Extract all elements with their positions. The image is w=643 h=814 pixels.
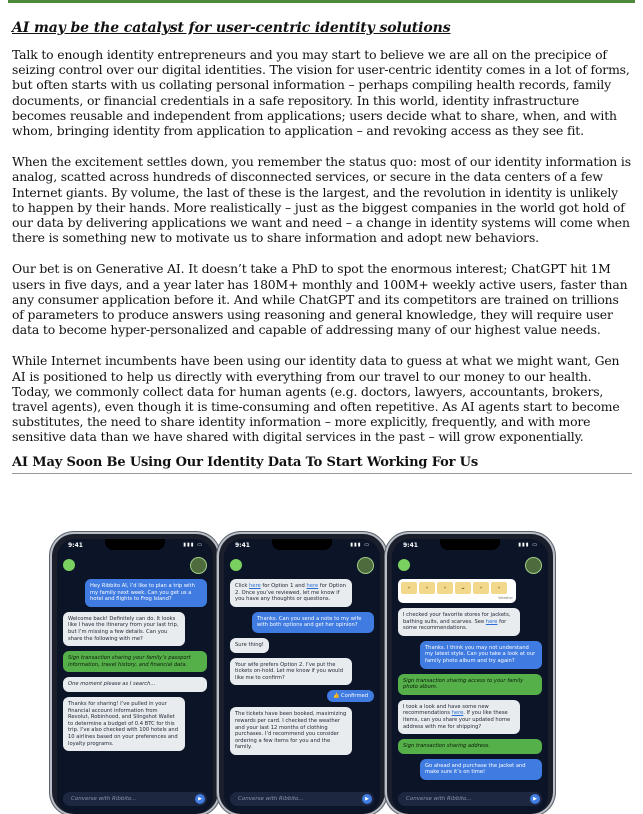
chat-messages bbox=[230, 579, 374, 760]
status-time: 9:41 bbox=[403, 542, 418, 549]
send-icon[interactable]: ▶ bbox=[530, 794, 540, 804]
assistant-message bbox=[398, 608, 520, 636]
paragraph-3: Our bet is on Generative AI. It doesn’t take a PhD to spot the enormous interest; ChatGPT hit 1M users in five days, and a year later has 180M+ monthly and 100M+ weekly active users, faster than any consumer application before it. And while ChatGPT and its competitors are trained on trillions of parameters to produce answers using reasoning and general knowledge, they will require user data to become hyper-personalized and capable of addressing many of our highest value needs. bbox=[12, 261, 628, 338]
chat-input[interactable] bbox=[398, 792, 542, 806]
document-body bbox=[12, 20, 632, 474]
user-message: Thanks. Can you send a note to my wife with both options and get her opinion? bbox=[252, 612, 374, 633]
status-bar bbox=[68, 542, 203, 552]
paragraph-2: When the excitement settles down, you remember the status quo: most of our identity information is analog, scatted across hundreds of disconnected services, or secure in the data centers of a few Internet giants. By volume, the last of these is the largest, and the revolution in identity is unlikely to happen by their hands. More realistically – just as the biggest companies in the world got hold of our data by delivering applications we want and need – a change in identity systems will come when there is something new to motivate us to share information and adopt new behaviors. bbox=[12, 154, 631, 246]
phone-mockup-3 bbox=[387, 534, 553, 814]
signal-battery-icon: ▮▮▮ ▭ bbox=[518, 542, 538, 548]
weather-sun-icon: ☀ bbox=[419, 582, 435, 594]
weather-caption: Weather bbox=[498, 596, 513, 600]
send-icon[interactable]: ▶ bbox=[362, 794, 372, 804]
option-1-link[interactable]: here bbox=[249, 583, 261, 589]
user-avatar[interactable] bbox=[190, 557, 207, 574]
message-text: for Option 1 and bbox=[260, 583, 307, 589]
status-time: 9:41 bbox=[235, 542, 250, 549]
message-text: I checked your favorite stores for jackets, bathing suits, and scarves. See bbox=[403, 612, 511, 625]
weather-sun-icon: ☀ bbox=[401, 582, 417, 594]
sign-transaction-button[interactable]: Sign transaction sharing address. bbox=[398, 739, 542, 754]
top-accent-line bbox=[8, 0, 635, 3]
message-text: for some recommendations. bbox=[403, 618, 507, 632]
status-bar bbox=[235, 542, 370, 552]
chat-header bbox=[230, 555, 374, 577]
chat-input-placeholder: Converse with Ribbito... bbox=[238, 795, 304, 802]
phone-screen-1 bbox=[57, 539, 213, 814]
new-recommendations-link[interactable]: here bbox=[451, 710, 464, 717]
assistant-message bbox=[398, 700, 520, 734]
assistant-message: Welcome back! Definitely can do. It looks like I have the itinerary from your last trip, but I’m missing a few details. Can you share the following with me? bbox=[63, 612, 185, 646]
signal-battery-icon: ▮▮▮ ▭ bbox=[183, 542, 203, 548]
chat-input[interactable] bbox=[230, 792, 374, 806]
paragraph-1: Talk to enough identity entrepreneurs and you may start to believe we are all on the precipice of seizing control over our digital identities. The vision for user-centric identity comes in a lot of forms, but often starts with us collating personal information – perhaps compiling health records, family documents, or financial credentials in a safe repository. In this world, identity infrastructure becomes reusable and independent from applications; users decide what to share, when, and with whom, bringing identity from application to application – and revoking access as they see fit. bbox=[12, 47, 630, 139]
chat-header bbox=[398, 555, 542, 577]
article-heading: AI may be the catalyst for user-centric identity solutions bbox=[12, 20, 451, 36]
assistant-message: Thanks for sharing! I’ve pulled in your financial account information from Revolut, Robinhood, and Slingshot Wallet to determine a budget of 0.4 BTC for this trip. I’ve also checked with 100 hotels and 10 airlines based on your preferences and loyalty programs. bbox=[63, 697, 185, 751]
status-bar bbox=[403, 542, 538, 552]
status-time: 9:41 bbox=[68, 542, 83, 549]
assistant-message bbox=[230, 579, 352, 607]
sign-transaction-button[interactable]: Sign transaction sharing access to your family photo album. bbox=[398, 674, 542, 695]
user-message: Go ahead and purchase the jacket and make sure it’s on time! bbox=[420, 759, 542, 780]
message-text: for Option 2. Once you’ve reviewed, let me know if you have any thoughts or questions. bbox=[235, 583, 346, 603]
chat-input-placeholder: Converse with Ribbito... bbox=[406, 795, 472, 802]
confirmed-message: 👍 Confirmed bbox=[327, 690, 374, 702]
frog-logo-icon[interactable] bbox=[230, 559, 242, 571]
recommendations-link[interactable]: here bbox=[485, 618, 498, 625]
phone-screen-3 bbox=[392, 539, 548, 814]
phone-mockup-1 bbox=[52, 534, 218, 814]
paragraph-4: While Internet incumbents have been using our identity data to guess at what we might want, Gen AI is positioned to help us directly with everything from our travel to our money to our health. Today, we commonly collect data for human agents (e.g. doctors, lawyers, accountants, brokers, travel agents), even though it is time-consuming and often repetitive. As AI agents start to become substitutes, the need to share identity information – more explicitly, frequently, and with more sensitive data than we have shared with digital services in the past – will grow exponentially. bbox=[12, 353, 620, 445]
signal-battery-icon: ▮▮▮ ▭ bbox=[350, 542, 370, 548]
phone-mockup-2 bbox=[219, 534, 385, 814]
section-subheading: AI May Soon Be Using Our Identity Data To Start Working For Us bbox=[12, 454, 479, 470]
user-message: Thanks. I think you may not understand my latest style. Can you take a look at our family photo album and try again? bbox=[420, 641, 542, 669]
option-2-link[interactable]: here bbox=[306, 583, 319, 589]
send-icon[interactable]: ▶ bbox=[195, 794, 205, 804]
sign-transaction-button[interactable]: Sign transaction sharing your family’s passport information, travel history, and financial data. bbox=[63, 651, 207, 672]
frog-logo-icon[interactable] bbox=[63, 559, 75, 571]
user-avatar[interactable] bbox=[357, 557, 374, 574]
chat-messages bbox=[63, 579, 207, 756]
chat-messages bbox=[398, 579, 542, 785]
subheading-rule bbox=[12, 473, 632, 474]
message-text: I took a look and have some new recommendations bbox=[403, 703, 489, 717]
weather-forecast-card bbox=[398, 579, 516, 603]
assistant-status-message: One moment please as I search... bbox=[63, 677, 207, 692]
chat-header bbox=[63, 555, 207, 577]
weather-sun-icon: ☀ bbox=[473, 582, 489, 594]
assistant-message: The tickets have been booked, maximizing rewards per card. I checked the weather and your last 12 months of clothing purchases. I’d recommend you consider ordering a few items for you and the family. bbox=[230, 707, 352, 755]
user-avatar[interactable] bbox=[525, 557, 542, 574]
frog-logo-icon[interactable] bbox=[398, 559, 410, 571]
phone-screen-2 bbox=[224, 539, 380, 814]
chat-input[interactable] bbox=[63, 792, 207, 806]
weather-sun-icon: ☀ bbox=[491, 582, 507, 594]
assistant-message: Your wife prefers Option 2. I’ve put the tickets on-hold. Let me know if you would like me to confirm? bbox=[230, 658, 352, 686]
user-message: Hey Ribbito AI, I’d like to plan a trip with my family next week. Can you get us a hotel and flights to Frog Island? bbox=[85, 579, 207, 607]
message-text: Click bbox=[235, 583, 250, 589]
phone-mockups bbox=[0, 534, 643, 800]
chat-input-placeholder: Converse with Ribbito... bbox=[71, 795, 137, 802]
assistant-message: Sure thing! bbox=[230, 638, 269, 653]
weather-sun-icon: ☀ bbox=[437, 582, 453, 594]
weather-cloud-icon: ☁ bbox=[455, 582, 471, 594]
message-text: . If you like these items, can you share your updated home address with me for shipping? bbox=[403, 710, 511, 730]
